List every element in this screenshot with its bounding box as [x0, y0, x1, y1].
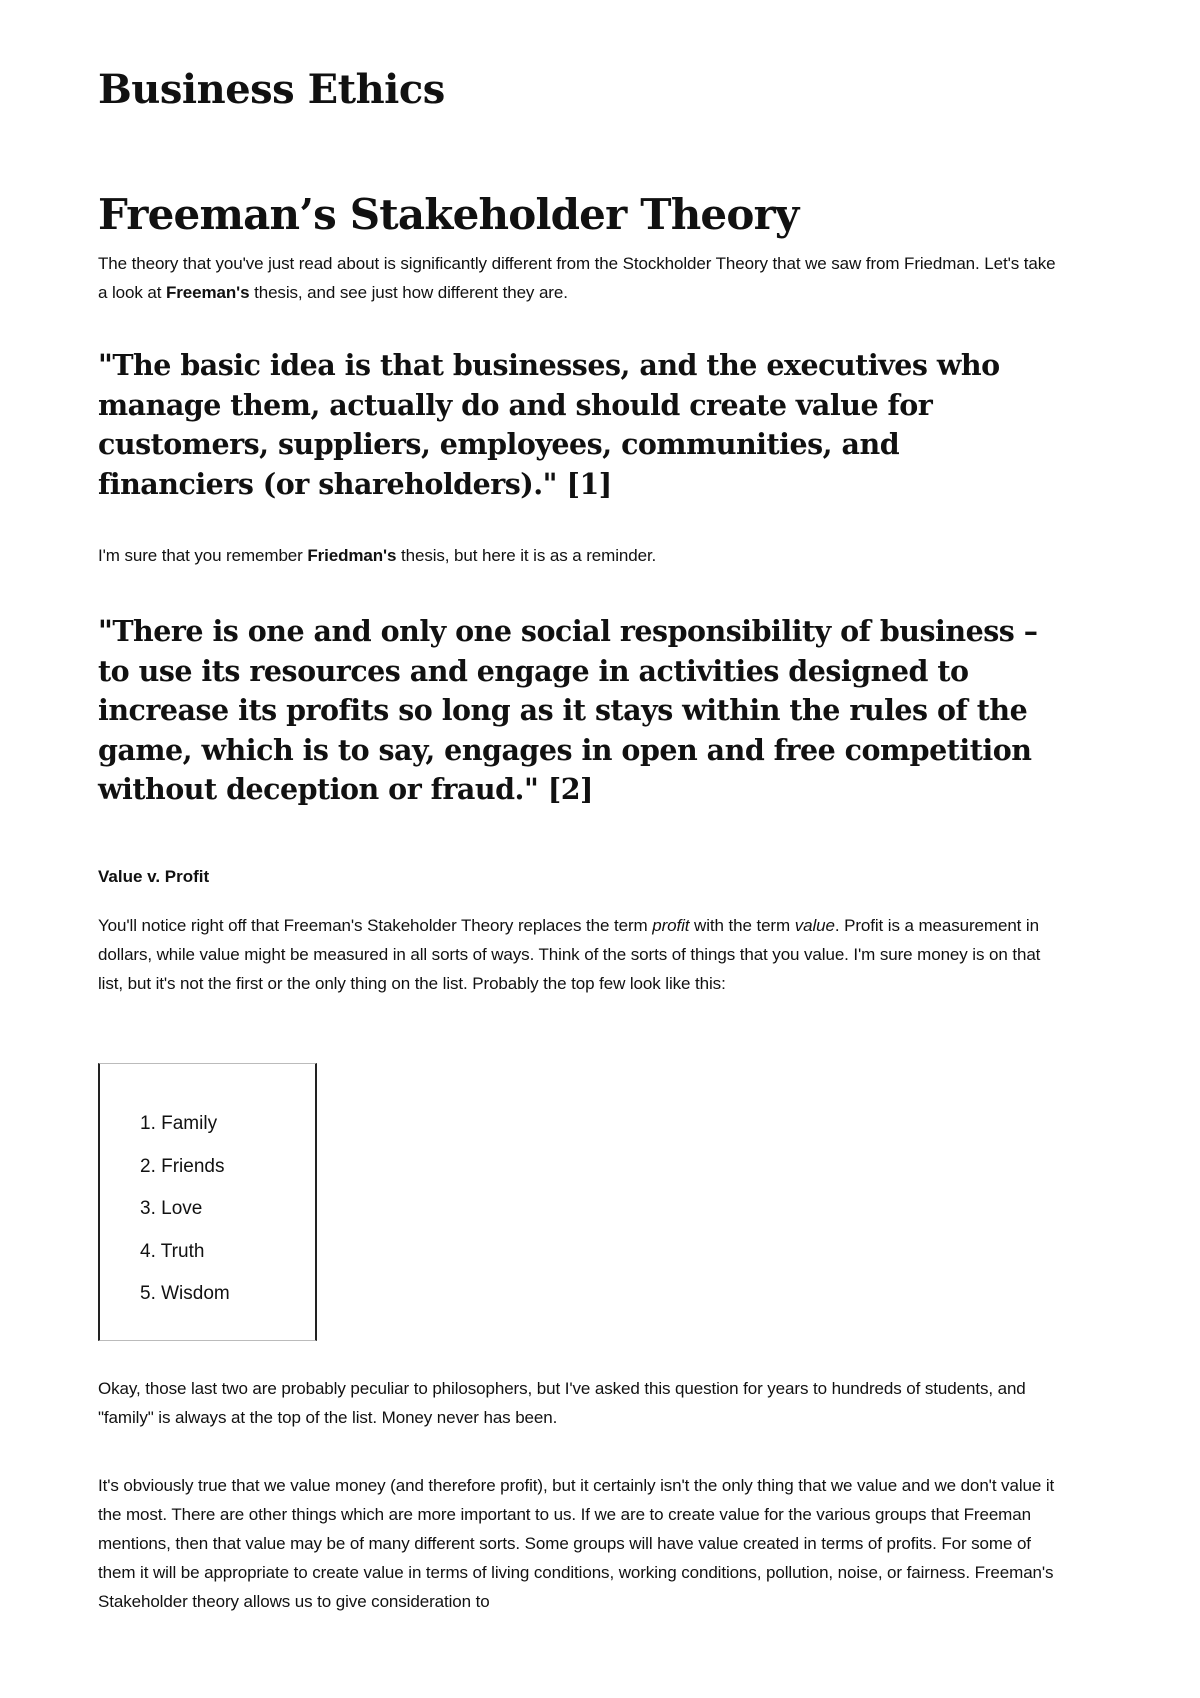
- value-profit-subheading: Value v. Profit: [98, 867, 210, 886]
- value-emphasis: value: [794, 916, 835, 935]
- profit-emphasis: profit: [652, 916, 690, 935]
- reminder-text-part1: I'm sure that you remember: [98, 546, 308, 565]
- freeman-quote: "The basic idea is that businesses, and the executives who manage them, actually do and should create value for customers, suppliers, employees, communities, and financiers (or shareholders)." [1]: [98, 348, 1000, 501]
- value-paragraph: [98, 911, 1058, 998]
- value-list-item-love: 3. Love: [140, 1198, 203, 1219]
- friedman-quote: "There is one and only one social responsibility of business – to use its resources and engage in activities designed to increase its profits so long as it stays within the rules of the game, which is to say, engages in open and free competition without deception or fraud." [2]: [98, 614, 1038, 806]
- value-list-item-truth: 4. Truth: [140, 1240, 205, 1262]
- value-list: [140, 1103, 230, 1316]
- intro-freeman-bold: Freeman's: [166, 283, 250, 302]
- book-title: Business Ethics: [98, 66, 445, 113]
- okay-paragraph: Okay, those last two are probably peculiar to philosophers, but I've asked this question for years to hundreds of students, and "family" is always at the top of the list. Money never has been.: [98, 1379, 1026, 1427]
- intro-text-part2: thesis, and see just how different they are.: [249, 283, 568, 302]
- chapter-title: Freeman’s Stakeholder Theory: [98, 190, 799, 239]
- value-list-item-family: 1. Family: [140, 1113, 218, 1134]
- value-text-part1: You'll notice right off that Freeman's Stakeholder Theory replaces the term: [98, 916, 653, 935]
- reminder-friedman-bold: Friedman's: [307, 546, 397, 565]
- value-list-box: [98, 1063, 317, 1341]
- reminder-text-part2: thesis, but here it is as a reminder.: [396, 546, 657, 565]
- intro-paragraph: [98, 249, 1058, 307]
- reminder-paragraph: [98, 541, 1058, 570]
- value-text-part2: with the term: [689, 916, 795, 935]
- value-list-item-wisdom: 5. Wisdom: [140, 1283, 230, 1304]
- intro-text-part1: The theory that you've just read about is significantly different from the Stockholder Theory that we saw from Friedman. Let's take a look at: [98, 254, 1056, 302]
- obvious-paragraph: It's obviously true that we value money (and therefore profit), but it certainly isn't the only thing that we value and we don't value it the most. There are other things which are more important to us. If we are to create value for the various groups that Freeman mentions, then that value may be of many different sorts. Some groups will have value created in terms of profits. For some of them it will be appropriate to create value in terms of living conditions, working conditions, pollution, noise, or fairness. Freeman's Stakeholder theory allows us to give consideration to: [98, 1476, 1055, 1611]
- value-list-item-friends: 2. Friends: [140, 1155, 225, 1177]
- value-text-part3: . Profit is a measurement in dollars, while value might be measured in all sorts of ways. Think of the sorts of things that you value. I'm sure money is on that list, but it's not the first or the only thing on the list. Probably the top few look like this:: [98, 916, 1041, 993]
